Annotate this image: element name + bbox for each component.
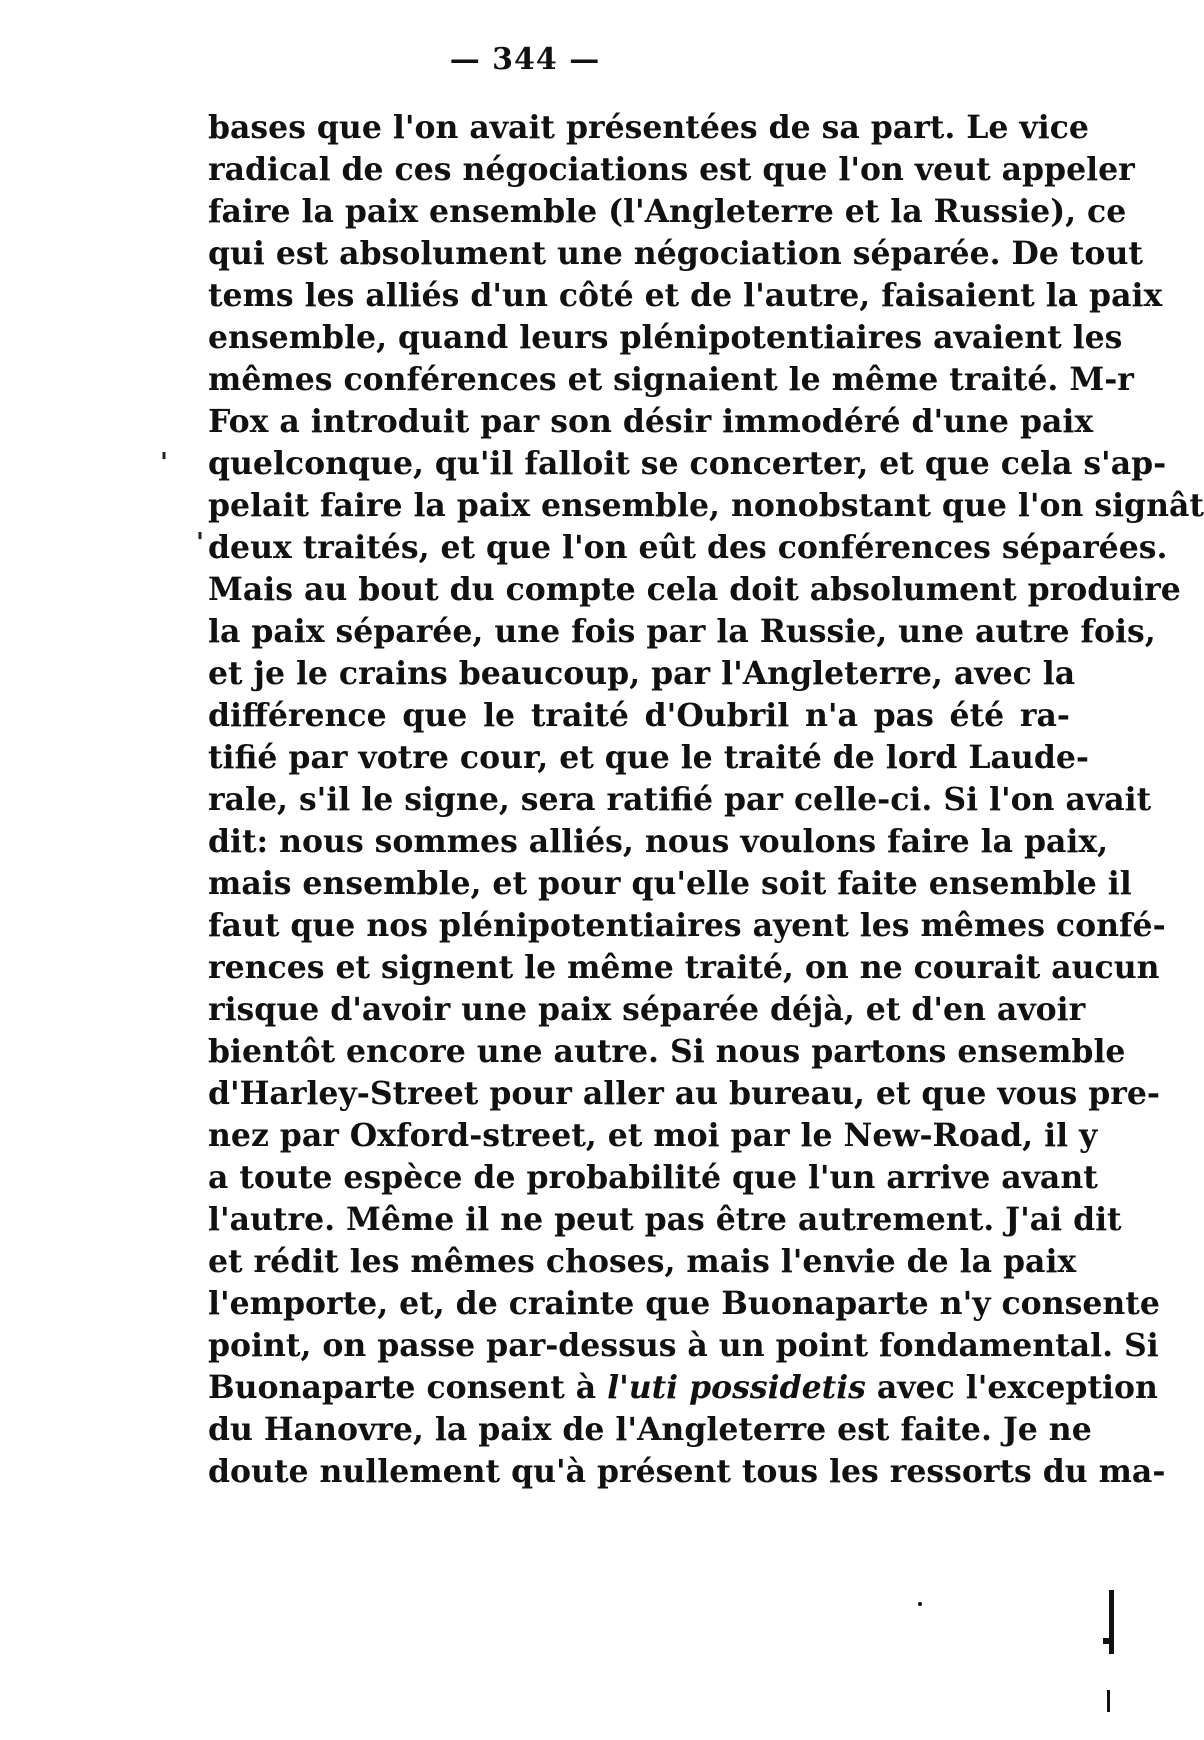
text-line: bientôt encore une autre. Si nous partons ensemble xyxy=(208,1033,1126,1070)
text-line: point, on passe par-dessus à un point fondamental. Si xyxy=(208,1327,1159,1364)
text-line: Fox a introduit par son désir immodéré d'une paix xyxy=(208,403,1094,440)
text-line: qui est absolument une négociation séparée. De tout xyxy=(208,235,1143,272)
text-line: l'emporte, et, de crainte que Buonaparte n'y consente xyxy=(208,1285,1160,1322)
text-line: risque d'avoir une paix séparée déjà, et d'en avoir xyxy=(208,991,1086,1028)
scan-speck xyxy=(918,1602,922,1606)
body-text xyxy=(208,107,1204,1493)
text-line: ensemble, quand leurs plénipotentiaires avaient les xyxy=(208,319,1123,356)
text-line: rences et signent le même traité, on ne courait aucun xyxy=(208,949,1160,986)
scan-edge-mark xyxy=(1107,1690,1110,1712)
scan-edge-mark xyxy=(1103,1638,1109,1644)
text-line: doute nullement qu'à présent tous les ressorts du ma- xyxy=(208,1453,1166,1490)
text-line: et rédit les mêmes choses, mais l'envie de la paix xyxy=(208,1243,1077,1280)
text-line: faut que nos plénipotentiaires ayent les mêmes confé- xyxy=(208,907,1166,944)
text-line: la paix séparée, une fois par la Russie, une autre fois, xyxy=(208,613,1156,650)
text-line: pelait faire la paix ensemble, nonobstant que l'on signât xyxy=(208,487,1204,524)
scan-edge-mark xyxy=(1109,1590,1114,1654)
text-line: tems les alliés d'un côté et de l'autre, faisaient la paix xyxy=(208,277,1163,314)
text-line: mais ensemble, et pour qu'elle soit faite ensemble il xyxy=(208,865,1132,902)
text-line: l'autre. Même il ne peut pas être autrement. J'ai dit xyxy=(208,1201,1122,1238)
text-line: faire la paix ensemble (l'Angleterre et la Russie), ce xyxy=(208,193,1127,230)
text-line: radical de ces négociations est que l'on veut appeler xyxy=(208,151,1135,188)
text-line: dit: nous sommes alliés, nous voulons faire la paix, xyxy=(208,823,1109,860)
text-line: rale, s'il le signe, sera ratifié par celle-ci. Si l'on avait xyxy=(208,781,1152,818)
text-line: différence que le traité d'Oubril n'a pas été ra- xyxy=(208,697,1070,734)
text-line: du Hanovre, la paix de l'Angleterre est faite. Je ne xyxy=(208,1411,1092,1448)
text-line: d'Harley-Street pour aller au bureau, et que vous pre- xyxy=(208,1075,1160,1112)
text-line: quelconque, qu'il falloit se concerter, et que cela s'ap- xyxy=(208,445,1167,482)
text-line: Mais au bout du compte cela doit absolument produire xyxy=(208,571,1181,608)
text-line: et je le crains beaucoup, par l'Angleterre, avec la xyxy=(208,655,1076,692)
page-number: — 344 — xyxy=(449,42,601,77)
latin-phrase: l'uti possidetis xyxy=(607,1369,866,1406)
text-line: nez par Oxford-street, et moi par le New-Road, il y xyxy=(208,1117,1098,1154)
text-line: Buonaparte consent à l'uti possidetis avec l'exception xyxy=(208,1369,1158,1406)
text-line: deux traités, et que l'on eût des conférences séparées. xyxy=(208,529,1168,566)
text-line: bases que l'on avait présentées de sa part. Le vice xyxy=(208,109,1089,146)
margin-tick-mark: ' xyxy=(196,528,204,558)
text-line: mêmes conférences et signaient le même traité. M-r xyxy=(208,361,1134,398)
text-line: tifié par votre cour, et que le traité de lord Laude- xyxy=(208,739,1089,776)
margin-tick-mark: ' xyxy=(160,448,168,478)
text-line: a toute espèce de probabilité que l'un arrive avant xyxy=(208,1159,1098,1196)
